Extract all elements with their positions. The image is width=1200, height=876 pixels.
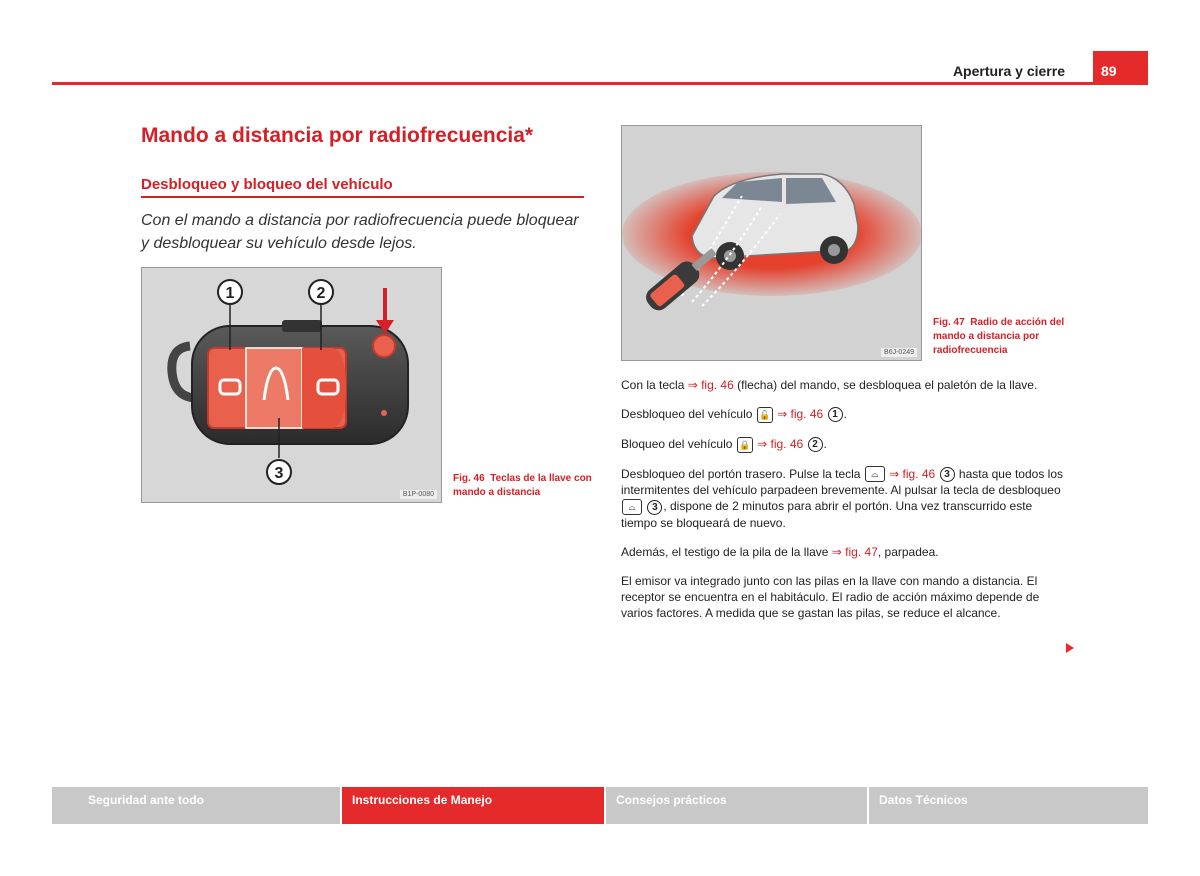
figure-46-key-fob <box>141 267 442 503</box>
paragraph-4: Desbloqueo del portón trasero. Pulse la tecla ⌓ ⇒ fig. 46 3 hasta que todos los intermitentes del vehículo parpadeen brevemente. Al pulsar la tecla de desbloqueo ⌓ 3 , dispone de 2 minutos para abrir el portón. Una vez transcurrido este tiempo se bloqueará de nuevo. <box>621 466 1063 531</box>
callout-ref: 1 <box>828 407 843 422</box>
figure-link[interactable]: ⇒ fig. 46 <box>687 378 734 392</box>
caption-label: Fig. 46 <box>453 473 485 484</box>
paragraph-6: El emisor va integrado junto con las pilas en la llave con mando a distancia. El receptor se encuentra en el habitáculo. El radio de acción máximo depende de varios factores. A medida que se gastan las pilas, se reduce el alcance. <box>621 574 1040 621</box>
paragraph-2: Desbloqueo del vehículo 🔓 ⇒ fig. 46 1 . <box>621 407 847 421</box>
figure-47-caption <box>933 316 1073 358</box>
callout-ref: 3 <box>647 500 662 515</box>
callout-2: 2 <box>316 285 326 302</box>
callout-ref: 2 <box>808 437 823 452</box>
page-number: 89 <box>1093 51 1148 85</box>
paragraph-1: Con la tecla ⇒ fig. 46 (flecha) del mando, se desbloquea el paletón de la llave. <box>621 378 1038 392</box>
key-fob-illustration <box>142 268 441 502</box>
figure-link[interactable]: ⇒ fig. 46 <box>777 407 824 421</box>
figure-link[interactable]: ⇒ fig. 47 <box>831 545 878 560</box>
tailgate-icon: ⌓ <box>622 499 642 515</box>
tailgate-icon: ⌓ <box>865 466 885 482</box>
running-header: Apertura y cierre <box>952 63 1065 79</box>
body-text <box>621 377 1063 634</box>
section-heading: Desbloqueo y bloqueo del vehículo <box>141 176 584 198</box>
caption-label: Fig. 47 <box>933 317 965 328</box>
figure-code: B6J-0249 <box>881 348 917 357</box>
callout-ref: 3 <box>940 467 955 482</box>
paragraph-3: Bloqueo del vehículo 🔒 ⇒ fig. 46 2 . <box>621 436 827 451</box>
footer-tab-datos[interactable]: Datos Técnicos <box>869 787 1148 824</box>
footer-tab-instrucciones[interactable]: Instrucciones de Manejo <box>342 787 604 824</box>
figure-46-caption <box>453 472 593 500</box>
figure-47-car-range <box>621 125 922 361</box>
continue-arrow-icon <box>1066 643 1074 653</box>
caption-text: Radio de acción del mando a distancia por radiofrecuencia <box>933 317 1065 356</box>
intro-text: Con el mando a distancia por radiofrecuencia puede bloquear y desbloquear su vehículo desde lejos. <box>141 212 579 252</box>
figure-link[interactable]: ⇒ fig. 46 <box>889 466 936 481</box>
footer-tab-consejos[interactable]: Consejos prácticos <box>606 787 867 824</box>
header-rule <box>52 82 1148 85</box>
paragraph-5: Además, el testigo de la pila de la llave ⇒ fig. 47, parpadea. <box>621 545 939 560</box>
car-range-illustration <box>622 126 921 360</box>
caption-text: Teclas de la llave con mando a distancia <box>453 473 592 498</box>
callout-1: 1 <box>225 285 235 302</box>
figure-link[interactable]: ⇒ fig. 46 <box>757 436 804 451</box>
footer-tab-seguridad[interactable]: Seguridad ante todo <box>52 787 340 824</box>
figure-code: B1P-0080 <box>400 490 437 499</box>
page-title: Mando a distancia por radiofrecuencia* <box>141 124 534 147</box>
callout-3: 3 <box>274 465 284 482</box>
unlock-icon: 🔓 <box>757 407 773 423</box>
lock-icon: 🔒 <box>737 437 753 453</box>
